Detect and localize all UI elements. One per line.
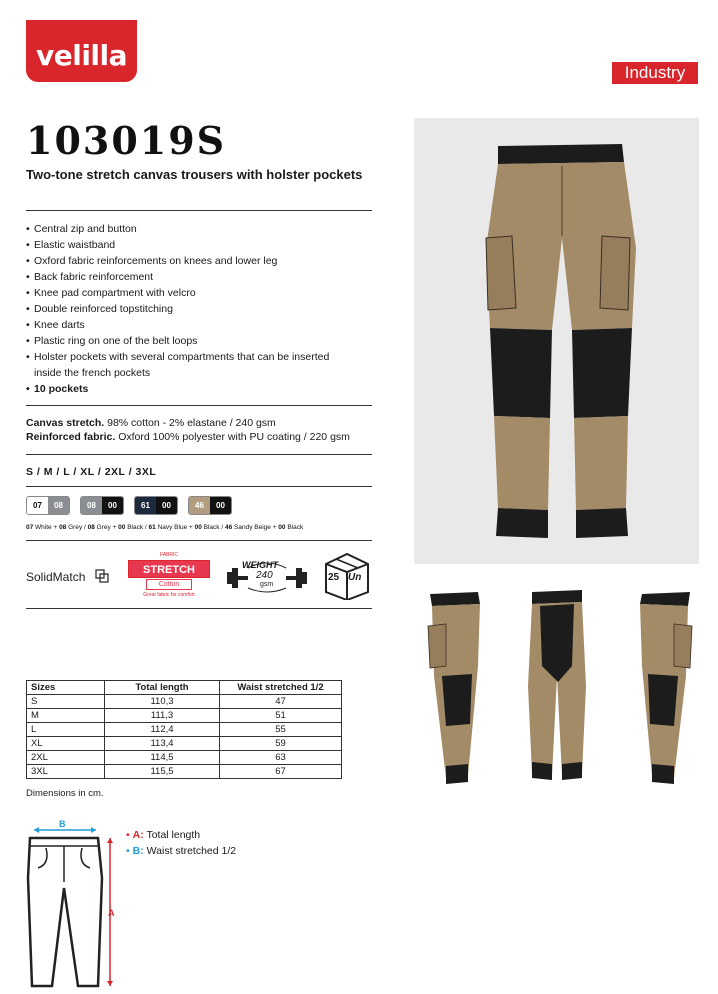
feature-item: • Elastic waistband [26,237,372,253]
swatch-code-secondary: 00 [156,497,177,514]
weight-value: 240 [256,570,273,581]
divider [26,540,372,541]
dimensions-note: Dimensions in cm. [26,788,104,799]
measurement-legend [126,827,236,859]
divider [26,608,372,609]
header-sizes: Sizes [27,681,105,695]
pack-unit: Un [348,572,362,583]
color-swatches [26,496,232,515]
swatch-code-secondary: 00 [210,497,231,514]
table-row: M 111,3 51 [27,709,342,723]
feature-item-continued: inside the french pockets [34,367,151,379]
divider [26,486,372,487]
swatch-code-primary: 07 [27,497,48,514]
features-list [26,221,372,397]
weight-unit: gsm [260,581,274,588]
table-row: XL 113,4 59 [27,737,342,751]
feature-item: • Double reinforced topstitching [26,301,372,317]
b-letter: B [59,819,66,829]
trousers-front-illustration [414,118,699,564]
feature-item: • Oxford fabric reinforcements on knees and lower leg [26,253,372,269]
color-swatch [188,496,232,515]
table-row: 3XL 115,5 67 [27,765,342,779]
color-caption: 07 White + 08 Grey / 08 Grey + 00 Black / 61 Navy Blue + 00 Black / 46 Sandy Beige + 00 Black [26,524,304,531]
solidmatch-label: SolidMatch [26,570,86,584]
trousers-side-left-thumb [420,586,490,786]
product-code: 103019S [26,118,227,163]
main-product-photo [414,118,699,564]
header-waist: Waist stretched 1/2 [220,681,342,695]
feature-item: • Knee pad compartment with velcro [26,285,372,301]
measurement-diagram [26,818,126,988]
swatch-code-primary: 08 [81,497,102,514]
trousers-side-right-thumb [630,586,700,786]
stretch-foot-label: Great fabric for comfort [143,592,195,598]
reinforced-label: Reinforced fabric. [26,431,116,443]
available-sizes: S / M / L / XL / 2XL / 3XL [26,466,157,478]
bullet-a: • [126,829,130,841]
legend-b-text: Waist stretched 1/2 [146,845,237,857]
canvas-label: Canvas stretch. [26,417,105,429]
color-swatch [134,496,178,515]
stretch-top-label: FABRIC [159,552,179,558]
swatch-code-primary: 61 [135,497,156,514]
color-swatch [26,496,70,515]
velilla-logo: velilla [26,20,137,82]
a-letter: A [108,908,115,918]
table-row: L 112,4 55 [27,723,342,737]
weight-badge [226,554,308,600]
divider [26,405,372,406]
legend-b-key: B: [132,845,144,857]
table-row: 2XL 114,5 63 [27,751,342,765]
feature-item: • Plastic ring on one of the belt loops [26,333,372,349]
divider [26,210,372,211]
category-badge: Industry [612,62,698,84]
canvas-text: 98% cotton - 2% elastane / 240 gsm [107,417,276,429]
table-header-row [27,681,342,695]
legend-a-key: A: [132,829,144,841]
divider [26,454,372,455]
stretch-sub-label: Cotton [146,579,192,590]
feature-item: • Back fabric reinforcement [26,269,372,285]
header-total-length: Total length [105,681,220,695]
reinforced-text: Oxford 100% polyester with PU coating / 220 gsm [118,431,350,443]
feature-item: • Holster pockets with several compartments that can be inserted [26,349,372,365]
product-title: Two-tone stretch canvas trousers with holster pockets [26,167,363,182]
pack-quantity: 25 [328,572,340,583]
legend-a-text: Total length [146,829,201,841]
trousers-back-thumb [522,586,592,786]
bullet-b: • [126,845,130,857]
feature-item: • 10 pockets [26,381,372,397]
feature-item: • Central zip and button [26,221,372,237]
fabric-info [26,416,386,444]
weight-label: WEIGHT [242,560,278,570]
table-row: S 110,3 47 [27,695,342,709]
swatch-code-secondary: 08 [48,497,69,514]
stretch-badge [126,552,212,604]
stretch-label: STRETCH [128,560,210,578]
feature-item: • Knee darts [26,317,372,333]
solidmatch-icon [95,569,109,583]
swatch-code-secondary: 00 [102,497,123,514]
color-swatch [80,496,124,515]
swatch-code-primary: 46 [189,497,210,514]
size-table [26,680,342,779]
feature-badges [26,548,372,604]
